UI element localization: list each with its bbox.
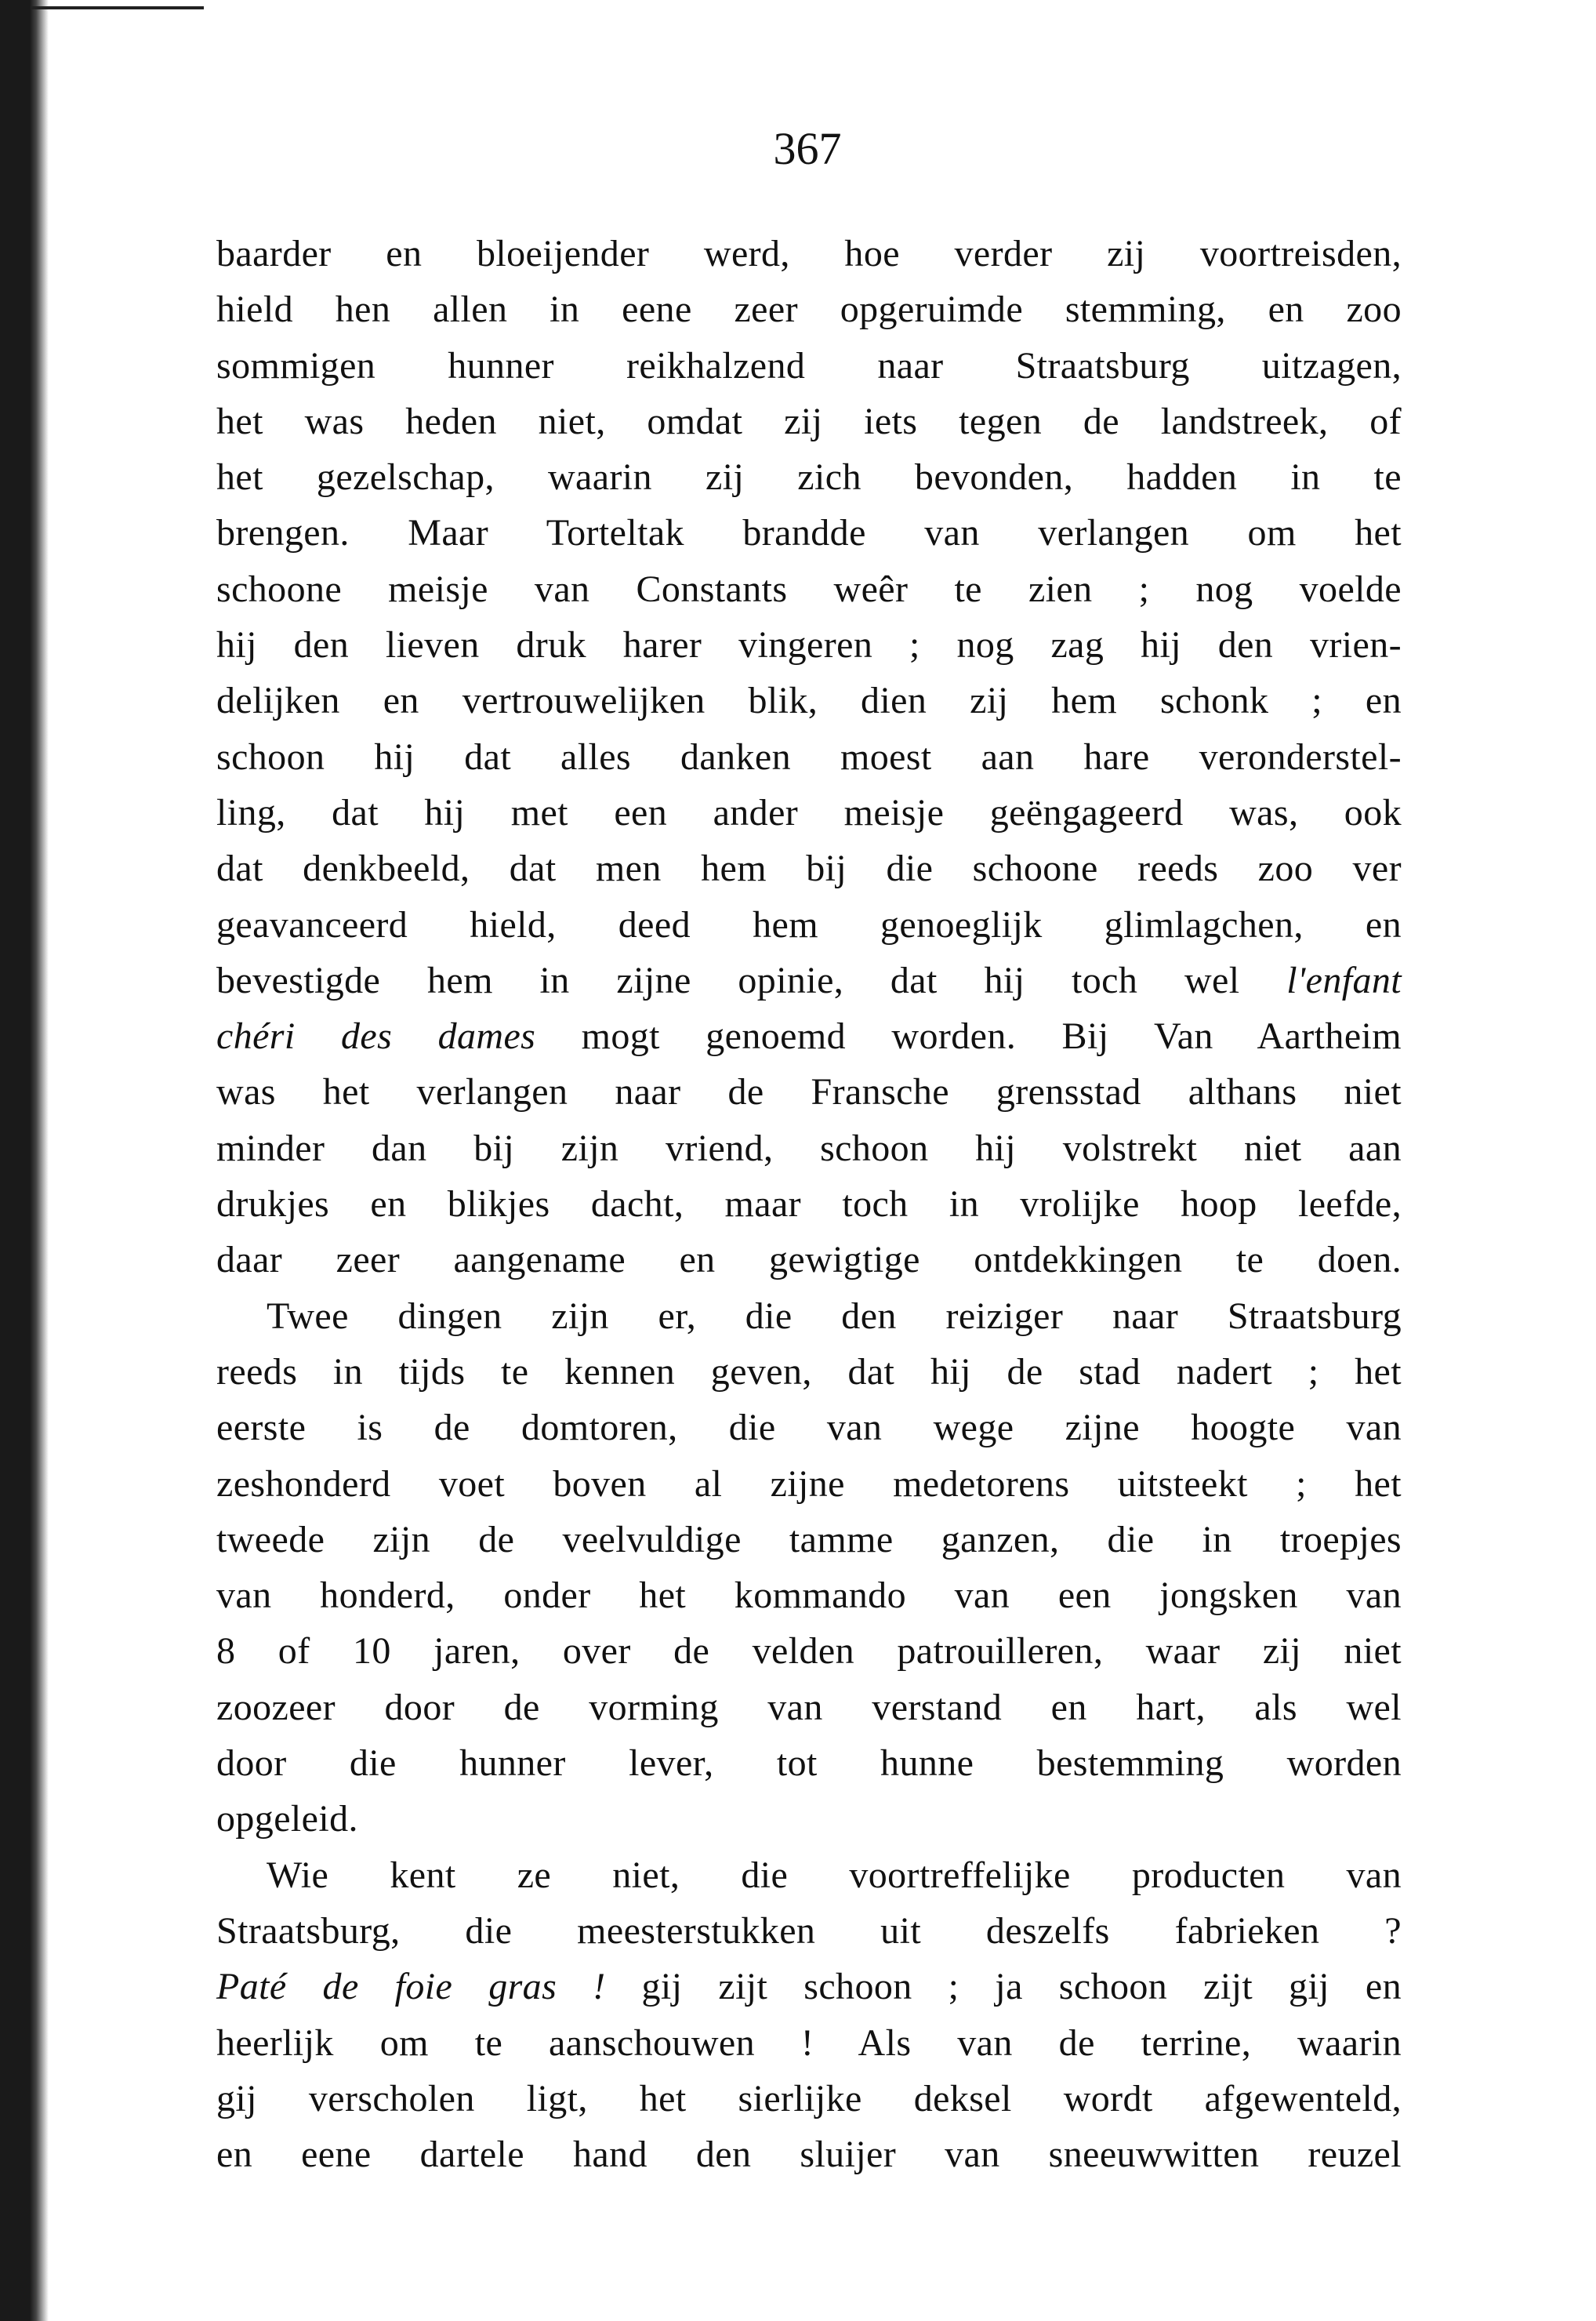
text-line bbox=[216, 1567, 1402, 1623]
text-line bbox=[216, 1064, 1402, 1120]
text-line bbox=[216, 1959, 1402, 2014]
text-line bbox=[216, 394, 1402, 449]
text-segment: baarder en bloeijender werd, hoe verder zij voortreisden, bbox=[216, 233, 1402, 274]
text-line bbox=[216, 338, 1402, 394]
italic-phrase: l'enfant bbox=[1286, 959, 1402, 1001]
text-line bbox=[216, 2127, 1402, 2182]
text-segment: reeds in tijds te kennen geven, dat hij de stad nadert ; het bbox=[216, 1350, 1402, 1393]
text-segment: door die hunner lever, tot hunne bestemming worden bbox=[216, 1742, 1402, 1785]
text-segment: minder dan bij zijn vriend, schoon hij volstrekt niet aan bbox=[216, 1127, 1402, 1169]
text-segment: bevestigde hem in zijne opinie, dat hij toch wel bbox=[216, 959, 1287, 1001]
text-line bbox=[216, 729, 1402, 785]
text-segment: eerste is de domtoren, die van wege zijne hoogte van bbox=[216, 1407, 1402, 1449]
text-line bbox=[216, 1176, 1402, 1232]
text-line bbox=[216, 953, 1402, 1008]
text-segment: daar zeer aangename en gewigtige ontdekkingen te doen. bbox=[216, 1239, 1402, 1281]
text-line bbox=[216, 673, 1402, 728]
text-segment: ling, dat hij met een ander meisje geëngageerd was, ook bbox=[216, 791, 1402, 834]
italic-phrase: chéri des dames bbox=[216, 1015, 536, 1058]
text-line bbox=[216, 1735, 1402, 1791]
text-segment: was het verlangen naar de Fransche grensstad althans niet bbox=[216, 1071, 1402, 1113]
text-line bbox=[216, 1512, 1402, 1567]
text-line bbox=[216, 1623, 1402, 1679]
text-line bbox=[216, 785, 1402, 841]
text-segment: Twee dingen zijn er, die den reiziger naar Straatsburg bbox=[267, 1295, 1402, 1337]
text-segment: brengen. Maar Torteltak brandde van verlangen om het bbox=[216, 512, 1402, 554]
text-line bbox=[216, 1121, 1402, 1176]
text-segment: dat denkbeeld, dat men hem bij die schoone reeds zoo ver bbox=[216, 848, 1402, 890]
text-segment: schoon hij dat alles danken moest aan hare veronderstel- bbox=[216, 736, 1402, 778]
text-line bbox=[216, 449, 1402, 505]
text-line bbox=[216, 1288, 1402, 1344]
text-line bbox=[216, 2015, 1402, 2071]
text-line bbox=[216, 561, 1402, 617]
text-segment: Straatsburg, die meesterstukken uit deszelfs fabrieken ? bbox=[216, 1909, 1402, 1952]
text-segment: hij den lieven druk harer vingeren ; nog zag hij den vrien- bbox=[216, 624, 1402, 667]
text-line bbox=[216, 1903, 1402, 1959]
text-line bbox=[216, 841, 1402, 896]
text-segment: schoone meisje van Constants weêr te zien ; nog voelde bbox=[216, 568, 1402, 610]
text-line bbox=[216, 1791, 1402, 1847]
text-line bbox=[216, 1847, 1402, 1903]
text-segment: mogt genoemd worden. Bij Van Aartheim bbox=[535, 1015, 1402, 1058]
text-segment: gij zijt schoon ; ja schoon zijt gij en bbox=[605, 1966, 1402, 2008]
text-line bbox=[216, 505, 1402, 561]
italic-phrase: Paté de foie gras ! bbox=[216, 1966, 606, 2008]
text-segment: het was heden niet, omdat zij iets tegen de landstreek, of bbox=[216, 400, 1402, 442]
text-line bbox=[216, 1456, 1402, 1512]
text-line bbox=[216, 897, 1402, 953]
text-line bbox=[216, 1400, 1402, 1455]
text-segment: geavanceerd hield, deed hem genoeglijk glimlagchen, en bbox=[216, 903, 1402, 946]
text-segment: delijken en vertrouwelijken blik, dien zij hem schonk ; en bbox=[216, 680, 1402, 722]
text-line bbox=[216, 1232, 1402, 1288]
text-line bbox=[216, 1008, 1402, 1064]
page-binding-top-rule bbox=[31, 6, 204, 9]
text-line bbox=[216, 1344, 1402, 1400]
text-segment: Wie kent ze niet, die voortreffelijke producten van bbox=[267, 1854, 1402, 1896]
text-segment: hield hen allen in eene zeer opgeruimde stemming, en zoo bbox=[216, 289, 1402, 331]
text-segment: 8 of 10 jaren, over de velden patrouilleren, waar zij niet bbox=[216, 1630, 1402, 1673]
body-text bbox=[216, 226, 1402, 2182]
page-number: 367 bbox=[773, 123, 842, 174]
text-segment: opgeleid. bbox=[216, 1798, 358, 1840]
text-segment: het gezelschap, waarin zij zich bevonden, hadden in te bbox=[216, 456, 1402, 499]
text-segment: zoozeer door de vorming van verstand en hart, als wel bbox=[216, 1686, 1402, 1728]
text-line bbox=[216, 226, 1402, 281]
text-segment: sommigen hunner reikhalzend naar Straatsburg uitzagen, bbox=[216, 344, 1402, 387]
text-line bbox=[216, 2071, 1402, 2127]
text-segment: van honderd, onder het kommando van een jongsken van bbox=[216, 1575, 1402, 1617]
text-segment: heerlijk om te aanschouwen ! Als van de terrine, waarin bbox=[216, 2021, 1402, 2064]
text-segment: drukjes en blikjes dacht, maar toch in vrolijke hoop leefde, bbox=[216, 1183, 1402, 1226]
text-line bbox=[216, 617, 1402, 673]
text-segment: zeshonderd voet boven al zijne medetorens uitsteekt ; het bbox=[216, 1462, 1402, 1505]
text-line bbox=[216, 1680, 1402, 1735]
page-binding-edge bbox=[0, 0, 49, 2321]
text-line bbox=[216, 281, 1402, 337]
text-segment: en eene dartele hand den sluijer van sneeuwwitten reuzel bbox=[216, 2134, 1402, 2176]
text-segment: tweede zijn de veelvuldige tamme ganzen, die in troepjes bbox=[216, 1518, 1402, 1560]
text-segment: gij verscholen ligt, het sierlijke deksel wordt afgewenteld, bbox=[216, 2077, 1402, 2119]
